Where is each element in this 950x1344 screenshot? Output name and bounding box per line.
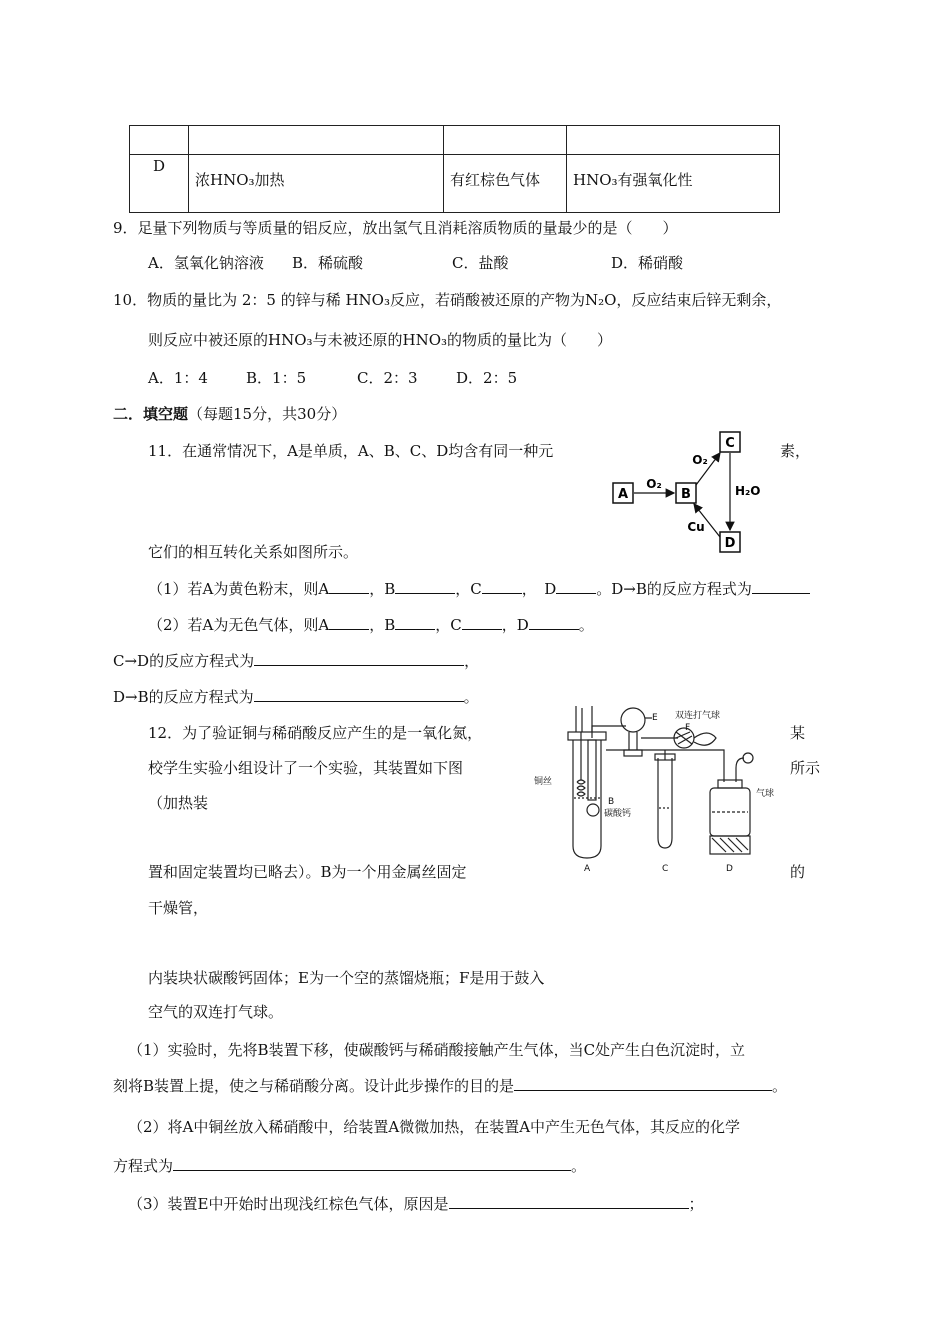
q10-option-c: C．2：3 (357, 369, 418, 387)
q10-stem-line1: 10．物质的量比为 2：5 的锌与稀 HNO₃反应，若硝酸被还原的产物为N₂O，反应结束后锌无剩余， (113, 291, 782, 309)
text-fragment: （2）若A为无色气体，则A (148, 616, 330, 634)
answer-blank[interactable] (329, 579, 369, 594)
q11-line1: 11．在通常情况下，A是单质，A、B、C、D均含有同一种元 (148, 442, 554, 460)
answer-blank[interactable] (752, 579, 810, 594)
answer-blank[interactable] (254, 687, 464, 702)
q9-option-c: C．盐酸 (452, 254, 509, 272)
table-cell (444, 126, 567, 155)
section-title: 二．填空题 (113, 405, 189, 423)
conversion-diagram (608, 425, 768, 560)
q12-line4: 置和固定装置均已略去）。B为一个用金属丝固定 (148, 863, 467, 881)
q12-sub2-line1: （2）将A中铜丝放入稀硝酸中，给装置A微微加热，在装置A中产生无色气体，其反应的化学 (128, 1118, 741, 1136)
answer-blank[interactable] (556, 579, 596, 594)
text-fragment: C→D的反应方程式为 (113, 652, 255, 670)
tube-a (573, 740, 601, 858)
q11-part2 (148, 614, 594, 635)
table-cell (189, 126, 444, 155)
text-fragment: ，D (501, 616, 529, 634)
text-fragment: 。 (578, 616, 594, 634)
q9-option-a: A．氢氧化钠溶液 (148, 254, 264, 272)
answer-blank[interactable] (514, 1076, 772, 1091)
q12-sub3 (128, 1193, 704, 1214)
q12-sub2-line2 (113, 1155, 586, 1176)
label-f: F (685, 723, 691, 733)
q12-line4-end: 的 (790, 863, 806, 881)
section-heading (113, 403, 346, 424)
text-fragment: ，C (435, 616, 462, 634)
tube-c (658, 758, 672, 848)
node-d-label: D (724, 536, 736, 551)
text-fragment: （1）若A为黄色粉末，则A (148, 580, 330, 598)
q12-sub1-line1: （1）实验时，先将B装置下移，使碳酸钙与稀硝酸接触产生气体，当C处产生白色沉淀时，立 (128, 1041, 746, 1059)
text-fragment: 。 (772, 1077, 788, 1095)
apparatus-diagram (530, 698, 780, 880)
answer-blank[interactable] (254, 651, 464, 666)
label-d: D (726, 864, 733, 874)
text-fragment: 。 (463, 688, 479, 706)
table-cell: HNO₃有强氧化性 (567, 155, 780, 213)
label-cu: Cu (687, 520, 705, 534)
q10-stem-line2: 则反应中被还原的HNO₃与未被还原的HNO₃的物质的量比为（ ） (148, 331, 613, 349)
label-c: C (662, 864, 669, 874)
answer-blank[interactable] (395, 615, 435, 630)
text-fragment: ， (464, 652, 480, 670)
text-fragment: ， D (521, 580, 557, 598)
q11-part1 (148, 578, 810, 599)
text-fragment: ； (688, 1195, 704, 1213)
table-cell (567, 126, 780, 155)
answer-blank[interactable] (395, 579, 455, 594)
q12-line2-end: 所示 (790, 759, 821, 777)
q12-line2: 校学生实验小组设计了一个实验，其装置如下图 (148, 759, 464, 777)
text-fragment: ，B (369, 580, 396, 598)
text-fragment: 方程式为 (113, 1157, 174, 1175)
q12-line5: 干燥管， (148, 899, 209, 917)
text-fragment: ，B (369, 616, 396, 634)
q11-part3 (113, 650, 479, 671)
table-cell: 浓HNO₃加热 (189, 155, 444, 213)
label-a: A (584, 864, 591, 874)
node-c-label: C (725, 436, 735, 451)
label-e: E (652, 713, 658, 723)
text-fragment: ，C (455, 580, 482, 598)
section-note: （每题15分，共30分） (188, 405, 347, 423)
q12-line1-end: 某 (790, 724, 806, 742)
label-caco3: 碳酸钙 (604, 809, 632, 819)
q11-part4 (113, 686, 479, 707)
q9-option-b: B．稀硫酸 (292, 254, 364, 272)
text-fragment: 。D→B的反应方程式为 (596, 580, 752, 598)
q11-line1-end: 素， (780, 442, 811, 460)
text-fragment: （3）装置E中开始时出现浅红棕色气体，原因是 (128, 1195, 449, 1213)
text-fragment: 。 (571, 1157, 587, 1175)
q11-line2: 它们的相互转化关系如图所示。 (148, 543, 359, 561)
answer-blank[interactable] (449, 1194, 689, 1209)
q12-line6: 内装块状碳酸钙固体；E为一个空的蒸馏烧瓶；F是用于鼓入 (148, 969, 545, 987)
label-h2o: H₂O (735, 484, 761, 498)
table-row-label: D (130, 155, 189, 213)
q9-option-d: D．稀硝酸 (611, 254, 684, 272)
answer-blank[interactable] (462, 615, 502, 630)
q12-line1: 12．为了验证铜与稀硝酸反应产生的是一氧化氮， (148, 724, 483, 742)
label-balloon: 气球 (756, 789, 775, 799)
label-ball: 双连打气球 (675, 711, 721, 721)
text-fragment: D→B的反应方程式为 (113, 688, 254, 706)
answer-blank[interactable] (173, 1156, 571, 1171)
q12-line7: 空气的双连打气球。 (148, 1003, 284, 1021)
label-o2-ab: O₂ (646, 477, 662, 491)
table-cell (130, 126, 189, 155)
q12-line3: （加热装 (148, 794, 209, 812)
table-cell: 有红棕色气体 (444, 155, 567, 213)
q10-option-a: A．1：4 (148, 369, 208, 387)
q10-option-d: D．2：5 (456, 369, 518, 387)
label-o2-bc: O₂ (692, 453, 708, 467)
answer-table (129, 125, 780, 213)
answer-blank[interactable] (482, 579, 522, 594)
node-b-label: B (681, 487, 691, 502)
text-fragment: 刻将B装置上提，使之与稀硝酸分离。设计此步操作的目的是 (113, 1077, 515, 1095)
q12-sub1-line2 (113, 1075, 787, 1096)
answer-blank[interactable] (329, 615, 369, 630)
stopper-a (568, 732, 606, 740)
answer-blank[interactable] (529, 615, 579, 630)
label-wire: 铜丝 (534, 777, 553, 787)
flask-e (621, 708, 645, 732)
q10-option-b: B．1：5 (246, 369, 307, 387)
label-b: B (608, 797, 615, 807)
node-a-label: A (617, 487, 629, 502)
q9-stem: 9．足量下列物质与等质量的铝反应，放出氢气且消耗溶质物质的量最少的是（ ） (113, 219, 678, 237)
